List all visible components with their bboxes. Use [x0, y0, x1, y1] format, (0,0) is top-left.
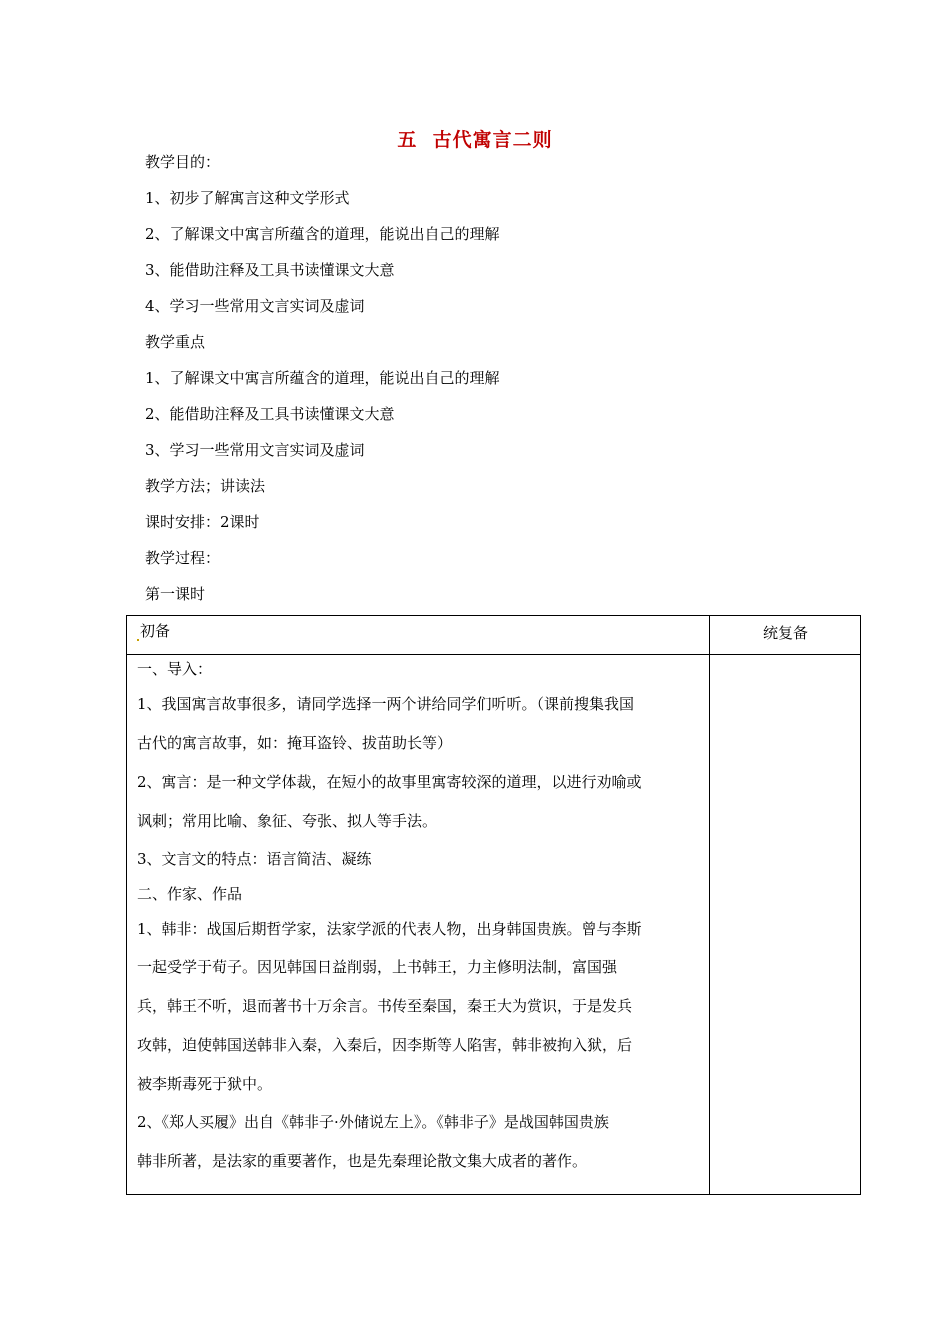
table-content-line: 一、导入：: [137, 660, 213, 678]
text-line-method: 教学方法；讲读法: [145, 477, 266, 495]
table-content-line: 二、作家、作品: [137, 885, 243, 903]
text-line-first-period: 第一课时: [145, 585, 206, 603]
text-line: 3、能借助注释及工具书读懂课文大意: [145, 261, 395, 279]
table-header-review-prep: 统复备: [762, 624, 808, 642]
text-line: 3、学习一些常用文言实词及虚词: [145, 441, 365, 459]
text-line: 2、了解课文中寓言所蕴含的道理，能说出自己的理解: [145, 225, 500, 243]
table-row-divider: [127, 654, 860, 655]
text-line-schedule: 课时安排：2课时: [145, 513, 260, 531]
text-line: 4、学习一些常用文言实词及虚词: [145, 297, 365, 315]
table-content-line: 2、寓言：是一种文学体裁，在短小的故事里寓寄较深的道理，以进行劝喻或: [137, 773, 642, 791]
table-content-line: 被李斯毒死于狱中。: [137, 1075, 273, 1093]
table-column-divider: [709, 616, 710, 1194]
table-content-line: 3、文言文的特点：语言简洁、凝练: [137, 850, 372, 868]
table-content-line: 古代的寓言故事，如：掩耳盗铃、拔苗助长等）: [137, 734, 453, 752]
text-line: 1、了解课文中寓言所蕴含的道理，能说出自己的理解: [145, 369, 500, 387]
text-line: 2、能借助注释及工具书读懂课文大意: [145, 405, 395, 423]
table-content-line: 1、韩非：战国后期哲学家，法家学派的代表人物，出身韩国贵族。曾与李斯: [137, 920, 642, 938]
mark-dot: [137, 639, 139, 641]
table-content-line: 兵，韩王不听，退而著书十万余言。书传至秦国，秦王大为赏识，于是发兵: [137, 997, 633, 1015]
table-content-line: 一起受学于荀子。因见韩国日益削弱，上书韩王，力主修明法制，富国强: [137, 958, 618, 976]
section-heading-objectives: 教学目的：: [145, 153, 221, 171]
table-content-line: 讽刺；常用比喻、象征、夸张、拟人等手法。: [137, 812, 438, 830]
section-heading-process: 教学过程：: [145, 549, 221, 567]
table-content-line: 韩非所著，是法家的重要著作，也是先秦理论散文集大成者的著作。: [137, 1152, 588, 1170]
page-title: 五 古代寓言二则: [397, 129, 553, 151]
table-content-line: 1、我国寓言故事很多，请同学选择一两个讲给同学们听听。（课前搜集我国: [137, 695, 635, 713]
table-content-line: 攻韩，迫使韩国送韩非入秦，入秦后，因李斯等人陷害，韩非被拘入狱，后: [137, 1036, 633, 1054]
section-heading-key-points: 教学重点: [145, 333, 206, 351]
table-header-initial-prep: [137, 620, 170, 641]
table-header-initial-prep-label: 初备: [140, 622, 171, 640]
table-content-line: 2、《郑人买履》出自《韩非子·外储说左上》。《韩非子》是战国韩国贵族: [137, 1113, 609, 1131]
lesson-table: [126, 615, 861, 1195]
text-line: 1、初步了解寓言这种文学形式: [145, 189, 350, 207]
